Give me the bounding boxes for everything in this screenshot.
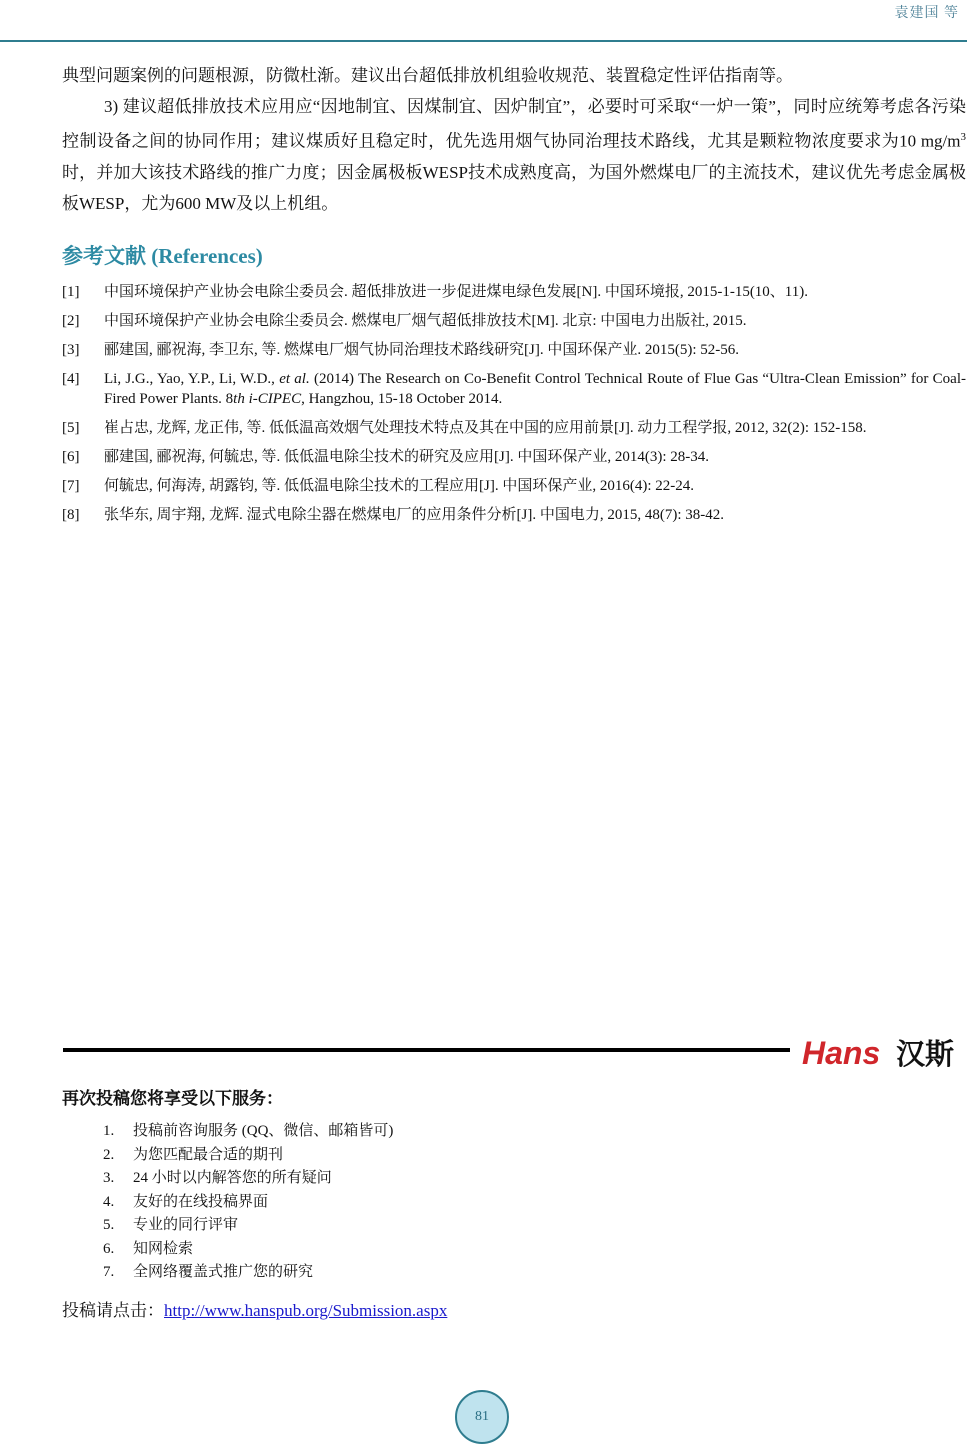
- list-item: [103, 1120, 393, 1144]
- services-list: [103, 1120, 393, 1285]
- footer-rule: [63, 1048, 790, 1052]
- list-text: 全网络覆盖式推广您的研究: [133, 1264, 314, 1280]
- reference-text: 中国环境保护产业协会电除尘委员会. 超低排放进一步促进煤电绿色发展[N]. 中国环境报, 2015-1-15(10、11).: [104, 284, 809, 300]
- list-number: 7.: [103, 1264, 115, 1280]
- reference-item: [62, 311, 966, 331]
- reference-number: [6]: [62, 449, 80, 465]
- list-text: 投稿前咨询服务 (QQ、微信、邮箱皆可): [133, 1123, 394, 1139]
- reference-text: 中国环境保护产业协会电除尘委员会. 燃煤电厂烟气超低排放技术[M]. 北京: 中国电力出版社, 2015.: [104, 313, 747, 329]
- reference-item: [62, 447, 966, 467]
- reference-text: 何毓忠, 何海涛, 胡露钧, 等. 低低温电除尘技术的工程应用[J]. 中国环保产业, 2016(4): 22-24.: [104, 478, 694, 494]
- list-text: 友好的在线投稿界面: [133, 1193, 269, 1210]
- reference-number: [3]: [62, 342, 80, 358]
- list-text: 为您匹配最合适的期刊: [133, 1146, 284, 1163]
- list-number: 5.: [103, 1217, 115, 1233]
- reference-item: [62, 418, 966, 438]
- list-text: 专业的同行评审: [133, 1217, 239, 1233]
- submission-label: 投稿请点击：: [62, 1301, 164, 1320]
- reference-text: 郦建国, 郦祝海, 李卫东, 等. 燃煤电厂烟气协同治理技术路线研究[J]. 中国环保产业. 2015(5): 52-56.: [104, 342, 739, 358]
- references-heading: 参考文献 (References): [62, 244, 263, 268]
- list-item: [103, 1238, 393, 1262]
- reference-text: 郦建国, 郦祝海, 何毓忠, 等. 低低温电除尘技术的研究及应用[J]. 中国环保产业, 2014(3): 28-34.: [104, 449, 709, 465]
- paragraph-text-a: 3) 建议超低排放技术应用应“因地制宜、因煤制宜、因炉制宜”，必要时可采取“一炉一策”，同时应统筹考虑各污染控制设备之间的协同作用；建议煤质好且稳定时，优先选用烟气协同治理技术路线，尤其是颗粒物浓度要求为10 mg/m: [62, 97, 966, 151]
- page-number: 81: [455, 1390, 509, 1444]
- reference-text-italic: th i-CIPEC: [233, 391, 302, 407]
- reference-text-c: (2014) The Research on Co-Benefit Control Technical Route of Flue Gas “Ultra-Clean Emission” for Coal-Fired Power Plants. 8: [104, 371, 966, 407]
- body-paragraph-2: [62, 91, 966, 219]
- list-item: [103, 1261, 393, 1285]
- list-number: 4.: [103, 1193, 115, 1210]
- reference-text: 张华东, 周宇翔, 龙辉. 湿式电除尘器在燃煤电厂的应用条件分析[J]. 中国电力, 2015, 48(7): 38-42.: [104, 507, 724, 523]
- list-text: 知网检索: [133, 1240, 194, 1257]
- header-rule: [0, 40, 967, 42]
- list-number: 1.: [103, 1123, 115, 1139]
- paragraph-text-b: 时，并加大该技术路线的推广力度；因金属极板WESP技术成熟度高，为国外燃煤电厂的主流技术，建议优先考虑金属极板WESP，尤为600 MW及以上机组。: [62, 162, 966, 213]
- reference-number: [5]: [62, 420, 80, 436]
- reference-text-italic: et al.: [279, 371, 310, 387]
- reference-item: [62, 282, 966, 302]
- reference-text: 崔占忠, 龙辉, 龙正伟, 等. 低低温高效烟气处理技术特点及其在中国的应用前景[J]. 动力工程学报, 2012, 32(2): 152-158.: [104, 420, 867, 436]
- logo-text-cn: 汉斯: [896, 1037, 955, 1070]
- submission-line: [62, 1296, 447, 1321]
- reference-text-a: Li, J.G., Yao, Y.P., Li, W.D.,: [104, 371, 280, 387]
- reference-number: [1]: [62, 284, 80, 300]
- submission-link[interactable]: http://www.hanspub.org/Submission.aspx: [164, 1301, 448, 1320]
- list-item: [103, 1167, 393, 1191]
- logo-text-latin: Hans: [802, 1035, 881, 1070]
- reference-number: [8]: [62, 507, 80, 523]
- list-item: [103, 1191, 393, 1215]
- superscript: 3: [960, 131, 966, 143]
- reference-item: [62, 340, 966, 360]
- reference-list: [62, 282, 966, 534]
- reference-number: [7]: [62, 478, 80, 494]
- reference-text-e: , Hangzhou, 15-18 October 2014.: [301, 391, 503, 407]
- list-item: [103, 1214, 393, 1238]
- hans-logo: [800, 1034, 966, 1070]
- list-item: [103, 1144, 393, 1168]
- body-text: [62, 60, 966, 219]
- list-number: 2.: [103, 1146, 115, 1163]
- list-number: 6.: [103, 1240, 115, 1257]
- list-number: 3.: [103, 1170, 115, 1186]
- body-paragraph-1: 典型问题案例的问题根源，防微杜渐。建议出台超低排放机组验收规范、装置稳定性评估指南等。: [62, 66, 793, 85]
- reference-number: [4]: [62, 371, 80, 387]
- running-head: 袁建国 等: [894, 6, 959, 21]
- reference-number: [2]: [62, 313, 80, 329]
- reference-item: [62, 505, 966, 525]
- promo-title: 再次投稿您将享受以下服务：: [62, 1089, 283, 1108]
- list-text: 24 小时以内解答您的所有疑问: [133, 1170, 332, 1186]
- reference-item: [62, 369, 966, 409]
- reference-item: [62, 476, 966, 496]
